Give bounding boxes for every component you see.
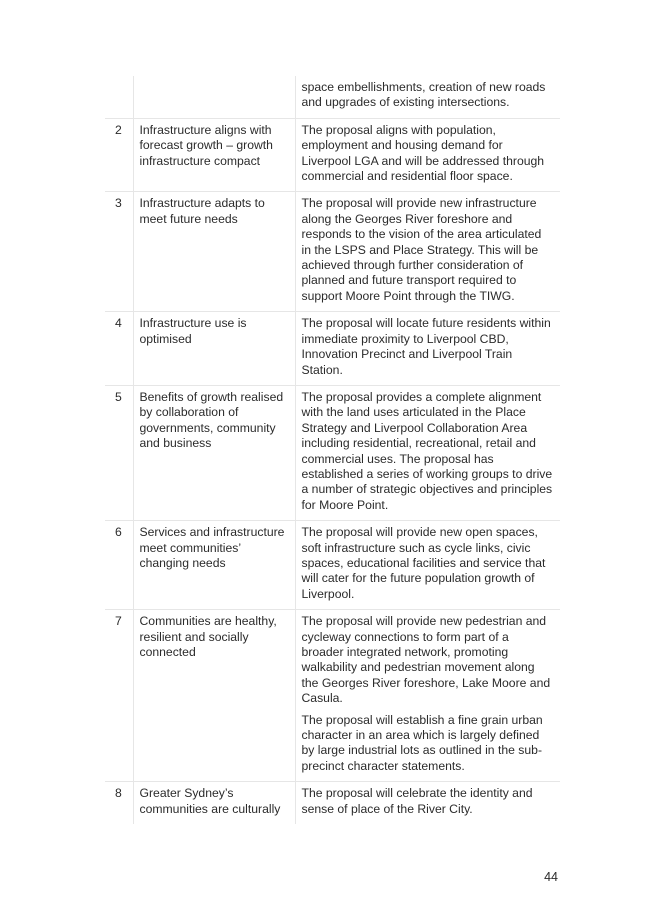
objective-number: 5 bbox=[105, 385, 133, 520]
table-row bbox=[105, 76, 560, 118]
response-paragraph: The proposal aligns with population, employment and housing demand for Liverpool LGA and will be addressed through commercial and residential floor space. bbox=[301, 122, 545, 184]
objective-number bbox=[105, 76, 133, 118]
table-row bbox=[105, 782, 560, 824]
objective-number: 7 bbox=[105, 610, 133, 782]
response-paragraph: space embellishments, creation of new roads and upgrades of existing intersections. bbox=[301, 80, 546, 110]
table-row bbox=[105, 610, 560, 782]
table-row bbox=[105, 385, 560, 520]
objective-text: Infrastructure aligns with forecast growth – growth infrastructure compact bbox=[133, 118, 295, 192]
proposal-response bbox=[295, 782, 560, 824]
objective-number: 4 bbox=[105, 312, 133, 386]
objective-number: 8 bbox=[105, 782, 133, 824]
objectives-table bbox=[105, 76, 560, 824]
table-row bbox=[105, 521, 560, 610]
table-row bbox=[105, 192, 560, 312]
proposal-response bbox=[295, 76, 560, 118]
response-paragraph: The proposal will celebrate the identity and sense of place of the River City. bbox=[301, 786, 533, 816]
response-paragraph: The proposal provides a complete alignment with the land uses articulated in the Place Strategy and Liverpool Collaboration Area including residential, recreational, retail and commercial uses. The proposal has established a series of working groups to drive a number of strategic objectives and principles for Moore Point. bbox=[301, 389, 553, 512]
objective-text: Greater Sydney’s communities are culturally bbox=[133, 782, 295, 824]
objective-text: Infrastructure adapts to meet future needs bbox=[133, 192, 295, 312]
page-number: 44 bbox=[544, 870, 558, 884]
proposal-response bbox=[295, 312, 560, 386]
proposal-response bbox=[295, 192, 560, 312]
response-paragraph: The proposal will provide new pedestrian and cycleway connections to form part of a broader integrated network, promoting walkability and pedestrian movement along the Georges River foreshore, Lake Moore and Casula. bbox=[301, 614, 551, 706]
objective-text: Services and infrastructure meet communities’ changing needs bbox=[133, 521, 295, 610]
objective-number: 6 bbox=[105, 521, 133, 610]
proposal-response bbox=[295, 610, 560, 782]
objective-text: Benefits of growth realised by collaboration of governments, community and business bbox=[133, 385, 295, 520]
objective-text: Infrastructure use is optimised bbox=[133, 312, 295, 386]
proposal-response bbox=[295, 118, 560, 192]
proposal-response bbox=[295, 385, 560, 520]
objective-number: 3 bbox=[105, 192, 133, 312]
table-row bbox=[105, 118, 560, 192]
response-paragraph: The proposal will provide new open spaces, soft infrastructure such as cycle links, civic spaces, educational facilities and service that will cater for the future population growth of Liverpool. bbox=[301, 525, 546, 601]
table-row bbox=[105, 312, 560, 386]
objective-number: 2 bbox=[105, 118, 133, 192]
response-paragraph: The proposal will provide new infrastructure along the Georges River foreshore and responds to the vision of the area articulated in the LSPS and Place Strategy. This will be achieved through further consideration of planned and future transport required to support Moore Point through the TIWG. bbox=[301, 196, 542, 303]
response-paragraph: The proposal will locate future residents within immediate proximity to Liverpool CBD, Innovation Precinct and Liverpool Train Station. bbox=[301, 316, 551, 377]
response-paragraph: The proposal will establish a fine grain urban character in an area which is largely defined by large industrial lots as outlined in the sub-precinct character statements. bbox=[301, 712, 543, 773]
objective-text: Communities are healthy, resilient and socially connected bbox=[133, 610, 295, 782]
proposal-response bbox=[295, 521, 560, 610]
objective-text bbox=[133, 76, 295, 118]
